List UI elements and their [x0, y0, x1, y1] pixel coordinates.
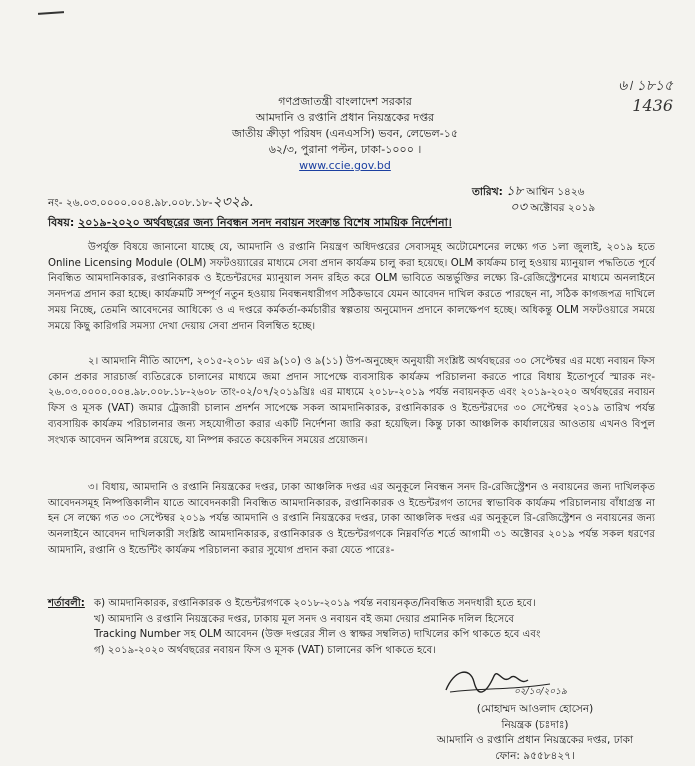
- subject-label: বিষয়:: [48, 216, 75, 229]
- condition-line-3: Tracking Number সহ OLM আবেদন (উক্ত দপ্তরের সীল ও স্বাক্ষর সম্বলিত) দাখিলের কপি থাকতে হবে এবং: [94, 629, 541, 640]
- signature-date: ০২/১০/২০১৯: [514, 687, 567, 697]
- subject-text: ২০১৯-২০২০ অর্থবছরের জন্য নিবন্ধন সনদ নবায়ন সংক্রান্ত বিশেষ সাময়িক নির্দেশনা।: [78, 216, 452, 229]
- reference-handwritten: ২৩২৯.: [212, 194, 254, 210]
- subject-line: [48, 214, 648, 233]
- letterhead-line-3: জাতীয় ক্রীড়া পরিষদ (এনএসসি) ভবন, লেভেল-১৫: [232, 127, 458, 140]
- date-bangla-day: ১৮: [506, 184, 524, 199]
- date-bangla-rest: আশ্বিন ১৪২৬: [523, 186, 585, 198]
- signatory-title: নিয়ন্ত্রক (চঃদাঃ): [501, 718, 569, 731]
- paragraph-1: [48, 240, 655, 334]
- date-label: তারিখ:: [472, 186, 503, 198]
- reference-number: [48, 190, 253, 214]
- reference-printed: নং- ২৬.০৩.০০০০.০০৪.৯৮.০০৮.১৮-: [48, 197, 213, 209]
- handnote-line-2: 1436: [632, 96, 673, 115]
- signatory-name: (মোহাম্মদ আওলাদ হোসেন): [476, 703, 594, 715]
- paragraph-2: [48, 354, 655, 448]
- letterhead-line-1: গণপ্রজাতন্ত্রী বাংলাদেশ সরকার: [278, 95, 412, 108]
- letterhead-line-4: ৬২/৩, পুরানা পল্টন, ঢাকা-১০০০ ।: [268, 143, 422, 156]
- date-block: [472, 184, 595, 216]
- letterhead: [150, 94, 540, 174]
- handnote-line-1: ৬। ১৮১৫: [618, 78, 673, 94]
- signatory-office: আমদানি ও রপ্তানি প্রধান নিয়ন্ত্রকের দপ্তর, ঢাকা: [436, 734, 634, 746]
- paragraph-2-text: ২। আমদানি নীতি আদেশ, ২০১৫-২০১৮ এর ৯(১০) ও ৯(১১) উপ-অনুচ্ছেদ অনুযায়ী সংশ্লিষ্ট অর্থবছরের ৩০ সেপ্টেম্বর এর মধ্যে নবায়ন ফিস কোন প্রকার সারচার্জ ব্যতিরেকে চালানের মাধ্যমে জমা প্রদান সাপেক্ষে ব্যবসায়িক কার্যক্রম পরিচালনা করতে পারে বিধায় ইতোপূর্বে স্মারক নং- ২৬.০৩.০০০০.০০৪.৯৮.০০৮.১৮-২৬০৮ তাং-০২/০৭/২০১৯খ্রিঃ এর মাধ্যমে ২০১৮-২০১৯ পর্যন্ত নবায়নকৃত এবং ২০১৯-২০২০ অর্থবছরের নবায়ন ফিস ও মূসক (VAT) জমার ট্রেজারী চালান প্রদর্শন সাপেক্ষে সকল আমদানিকারক, রপ্তানিকারক ও ইন্ডেন্টরদের ৩০ সেপ্টেম্বর ২০১৯ তারিখ পর্যন্ত ব্যবসায়িক কার্যক্রম পরিচালনার জন্য সহযোগীতা করার একটি নির্দেশনা জারি করা হয়েছিল। কিন্তু ঢাকা আঞ্চলিক কার্যালয়ের আওতায় এখনও বিপুল সংখ্যক আবেদন অনিষ্পন্ন রয়েছে, যা নিষ্পন্ন করতে কয়েকদিন সময়ের প্রয়োজন।: [48, 356, 655, 446]
- condition-line-1: ক) আমদানিকারক, রপ্তানিকারক ও ইন্ডেন্টরগণকে ২০১৮-২০১৯ পর্যন্ত নবায়নকৃত/নিবন্ধিত সনদধারী হতে হবে।: [94, 598, 536, 609]
- date-english-day: ০৩: [510, 200, 527, 215]
- signatory-phone: ফোন: ৯৫৫৮৪২৭।: [495, 749, 575, 762]
- signatory-block: [400, 702, 670, 764]
- condition-line-4: গ) ২০১৯-২০২০ অর্থবছরের নবায়ন ফিস ও মূসক (VAT) চালানের কপি থাকতে হবে।: [94, 644, 436, 656]
- website-link[interactable]: www.ccie.gov.bd: [299, 159, 391, 172]
- scan-mark: [38, 11, 64, 15]
- date-english-rest: অক্টোবর ২০১৯: [526, 202, 596, 214]
- signature: [440, 660, 567, 700]
- paragraph-3: [48, 480, 655, 559]
- paragraph-3-text: ৩। বিধায়, আমদানি ও রপ্তানি নিয়ন্ত্রকের দপ্তর, ঢাকা আঞ্চলিক দপ্তর এর অনুকূলে নিবন্ধন সনদ রি-রেজিস্ট্রেশন ও নবায়নের জন্য দাখিলকৃত আবেদনসমূহ নিষ্পত্তিকালীন যাতে আবেদনকারী নিবন্ধিত আমদানিকারক, রপ্তানিকারক ও ইন্ডেন্টরগণ তাদের স্বাভাবিক কার্যক্রম পরিচালনায় বাঁধাগ্রস্ত না হন সে লক্ষ্যে গত ৩০ সেপ্টেম্বর ২০১৯ পর্যন্ত আমদানি ও রপ্তানি নিয়ন্ত্রকের দপ্তর, ঢাকা আঞ্চলিক দপ্তর এর অনুকূলে রি-রেজিস্ট্রেশন ও নবায়নের জন্য অনলাইনে আবেদন দাখিলকারী সংশ্লিষ্ট আমদানিকারক, রপ্তানিকারক ও ইন্ডেন্টরগণকে নিম্নবর্ণিত শর্তে আগামী ৩১ অক্টোবর ২০১৯ পর্যন্ত সকল ধরণের আমদানি, রপ্তানি ও ইন্ডেন্টিং কার্যক্রম পরিচালনা করার সুযোগ প্রদান করা যেতে পারেঃ-: [48, 482, 655, 556]
- conditions-label: শর্তাবলী:: [48, 598, 85, 609]
- condition-line-2: খ) আমদানি ও রপ্তানি নিয়ন্ত্রকের দপ্তর, ঢাকায় মূল সনদ ও নবায়ন বই জমা দেয়ার প্রমানিক দলিল হিসেবে: [94, 613, 515, 625]
- letterhead-line-2: আমদানি ও রপ্তানি প্রধান নিয়ন্ত্রকের দপ্তর: [255, 111, 435, 124]
- handwritten-receipt-note: [618, 76, 673, 116]
- paragraph-1-text: উপর্যুক্ত বিষয়ে জানানো যাচ্ছে যে, আমদানি ও রপ্তানি নিয়ন্ত্রণ অধিদপ্তরের সেবাসমূহ অটোমেশনের লক্ষ্যে গত ১লা জুলাই, ২০১৯ হতে Online Licensing Module (OLM) সফটওয়্যারের মাধ্যমে সেবা প্রদান কার্যক্রম চালু করা হয়েছে। OLM কার্যক্রম চালু হওয়ায় ম্যানুয়াল পদ্ধতিতে পূর্বে নিবন্ধিত আমদানিকারক, রপ্তানিকারক ও ইন্ডেন্টরদের ম্যানুয়াল সনদ রহিত করে OLM ভাবিতে অন্তর্ভুক্তির লক্ষ্যে রি-রেজিস্ট্রেশনের মাধ্যমে অনলাইনে সনদপত্র প্রদান করা হচ্ছে। কার্যক্রমটি সম্পূর্ণ নতুন হওয়ায় নিবন্ধনধারীগণ সঠিকভাবে যেমন আবেদন দাখিল করতে পারছেন না, সঠিক কাগজপত্র দাখিলে সময় নিচ্ছে, তেমনি আবেদনের আধিক্যে ও এ দপ্তরে কর্মকর্তা-কর্মচারীর স্বল্পতায় অনুমোদন প্রদানে কালক্ষেপণ হচ্ছে। অধিকন্তু OLM সফটওয়ারে সময়ে সময়ে কিছু কারিগরি সমস্যা দেখা দেয়ায় সেবা প্রদান বিলম্বিত হচ্ছে।: [48, 242, 655, 332]
